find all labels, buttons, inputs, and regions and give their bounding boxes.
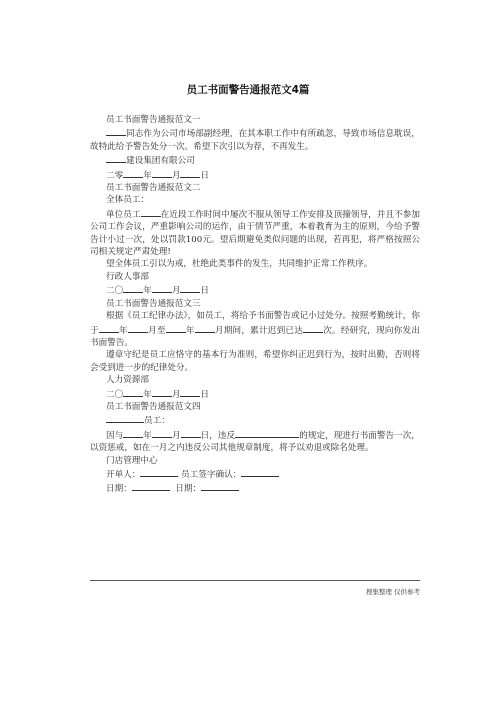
blank-field[interactable] — [166, 323, 186, 333]
section-3-body2: 遵章守纪是员工应恪守的基本行为准则，希望你纠正迟到行为，按时出勤，否则将会受到进一步的纪律处分。 — [90, 350, 420, 373]
blank-field[interactable] — [152, 428, 172, 438]
blank-field[interactable] — [201, 481, 239, 491]
blank-field[interactable] — [141, 207, 161, 217]
section-1-date: 二零 年 月 日 — [90, 168, 420, 182]
section-4-org: 门店管理中心 — [106, 455, 158, 466]
blank-field[interactable] — [152, 168, 172, 178]
footer-divider — [90, 580, 420, 581]
document-title: 员工书面警告通报范文4篇 — [186, 84, 310, 96]
section-2-org: 行政人事部 — [106, 271, 149, 282]
blank-field[interactable] — [123, 168, 143, 178]
blank-field[interactable] — [181, 428, 201, 438]
blank-field[interactable] — [106, 153, 126, 163]
document-body — [90, 114, 420, 496]
blank-field[interactable] — [99, 323, 119, 333]
section-2-body2: 望全体员工引以为戒，杜绝此类事件的发生，共同维护正常工作秩序。 — [106, 259, 373, 270]
blank-field[interactable] — [195, 323, 215, 333]
section-3-date: 二〇 年 月 日 — [90, 387, 420, 401]
section-3-heading: 员工书面警告通报范文三 — [106, 298, 201, 309]
blank-field[interactable] — [123, 387, 143, 397]
section-4-sign: 开单人： 员工签字确认： — [90, 467, 420, 481]
blank-field[interactable] — [180, 283, 200, 293]
section-1-body: 同志作为公司市场部副经理，在其本职工作中有所疏忽，导致市场信息耽误，故特此给予警告处分一次。希望下次引以为荐，不再发生。 — [90, 126, 420, 153]
section-4-body: 因与 年 月 日，违反 的规定，现进行书面警告一次，以资惩戒，如在一月之内违反公司其他规章制度，将予以劝退或除名处理。 — [90, 428, 420, 455]
section-1-org: 建设集团有限公司 — [90, 153, 420, 167]
section-2-body: 单位员工 在近段工作时间中屡次不服从领导工作安排及顶撞领导，并且不参加公司工作会议，严重影响公司的运作，由于情节严重，本着教育为主的原则，今给予警告计小过一次，处以罚款100元。望后期避免类似问题的出现，若再犯，将严格按照公司相关规定严肃处理! — [90, 207, 420, 259]
section-4-salutation: 员工： — [90, 413, 420, 427]
blank-field[interactable] — [106, 126, 126, 136]
section-1-heading: 员工书面警告通报范文一 — [106, 115, 201, 125]
blank-field[interactable] — [180, 387, 200, 397]
section-2-date: 二〇 年 月 日 — [90, 283, 420, 297]
blank-field[interactable] — [241, 467, 279, 477]
section-4-dates: 日期： 日期： — [90, 481, 420, 495]
section-3-body: 根据《员工纪律办法》，如员工，将给予书面警告或记小过处分。按照考勤统计，你于 年 月至 年 月期间，累计迟到已达 次。经研究，现向你发出书面警告。 — [90, 311, 420, 348]
blank-field[interactable] — [106, 413, 144, 423]
section-3-org: 人力资源部 — [106, 375, 149, 386]
section-2-greeting: 全体员工： — [106, 195, 149, 206]
blank-field[interactable] — [123, 428, 143, 438]
blank-field[interactable] — [235, 428, 299, 438]
blank-field[interactable] — [152, 283, 172, 293]
blank-field[interactable] — [140, 467, 178, 477]
blank-field[interactable] — [152, 387, 172, 397]
blank-field[interactable] — [303, 323, 323, 333]
blank-field[interactable] — [132, 481, 170, 491]
blank-field[interactable] — [128, 323, 148, 333]
section-4-heading: 员工书面警告通报范文四 — [106, 401, 201, 412]
section-2-heading: 员工书面警告通报范文二 — [106, 183, 201, 194]
blank-field[interactable] — [180, 168, 200, 178]
blank-field[interactable] — [123, 283, 143, 293]
footer-note: 搜集整理 仅供参考 — [365, 588, 420, 596]
